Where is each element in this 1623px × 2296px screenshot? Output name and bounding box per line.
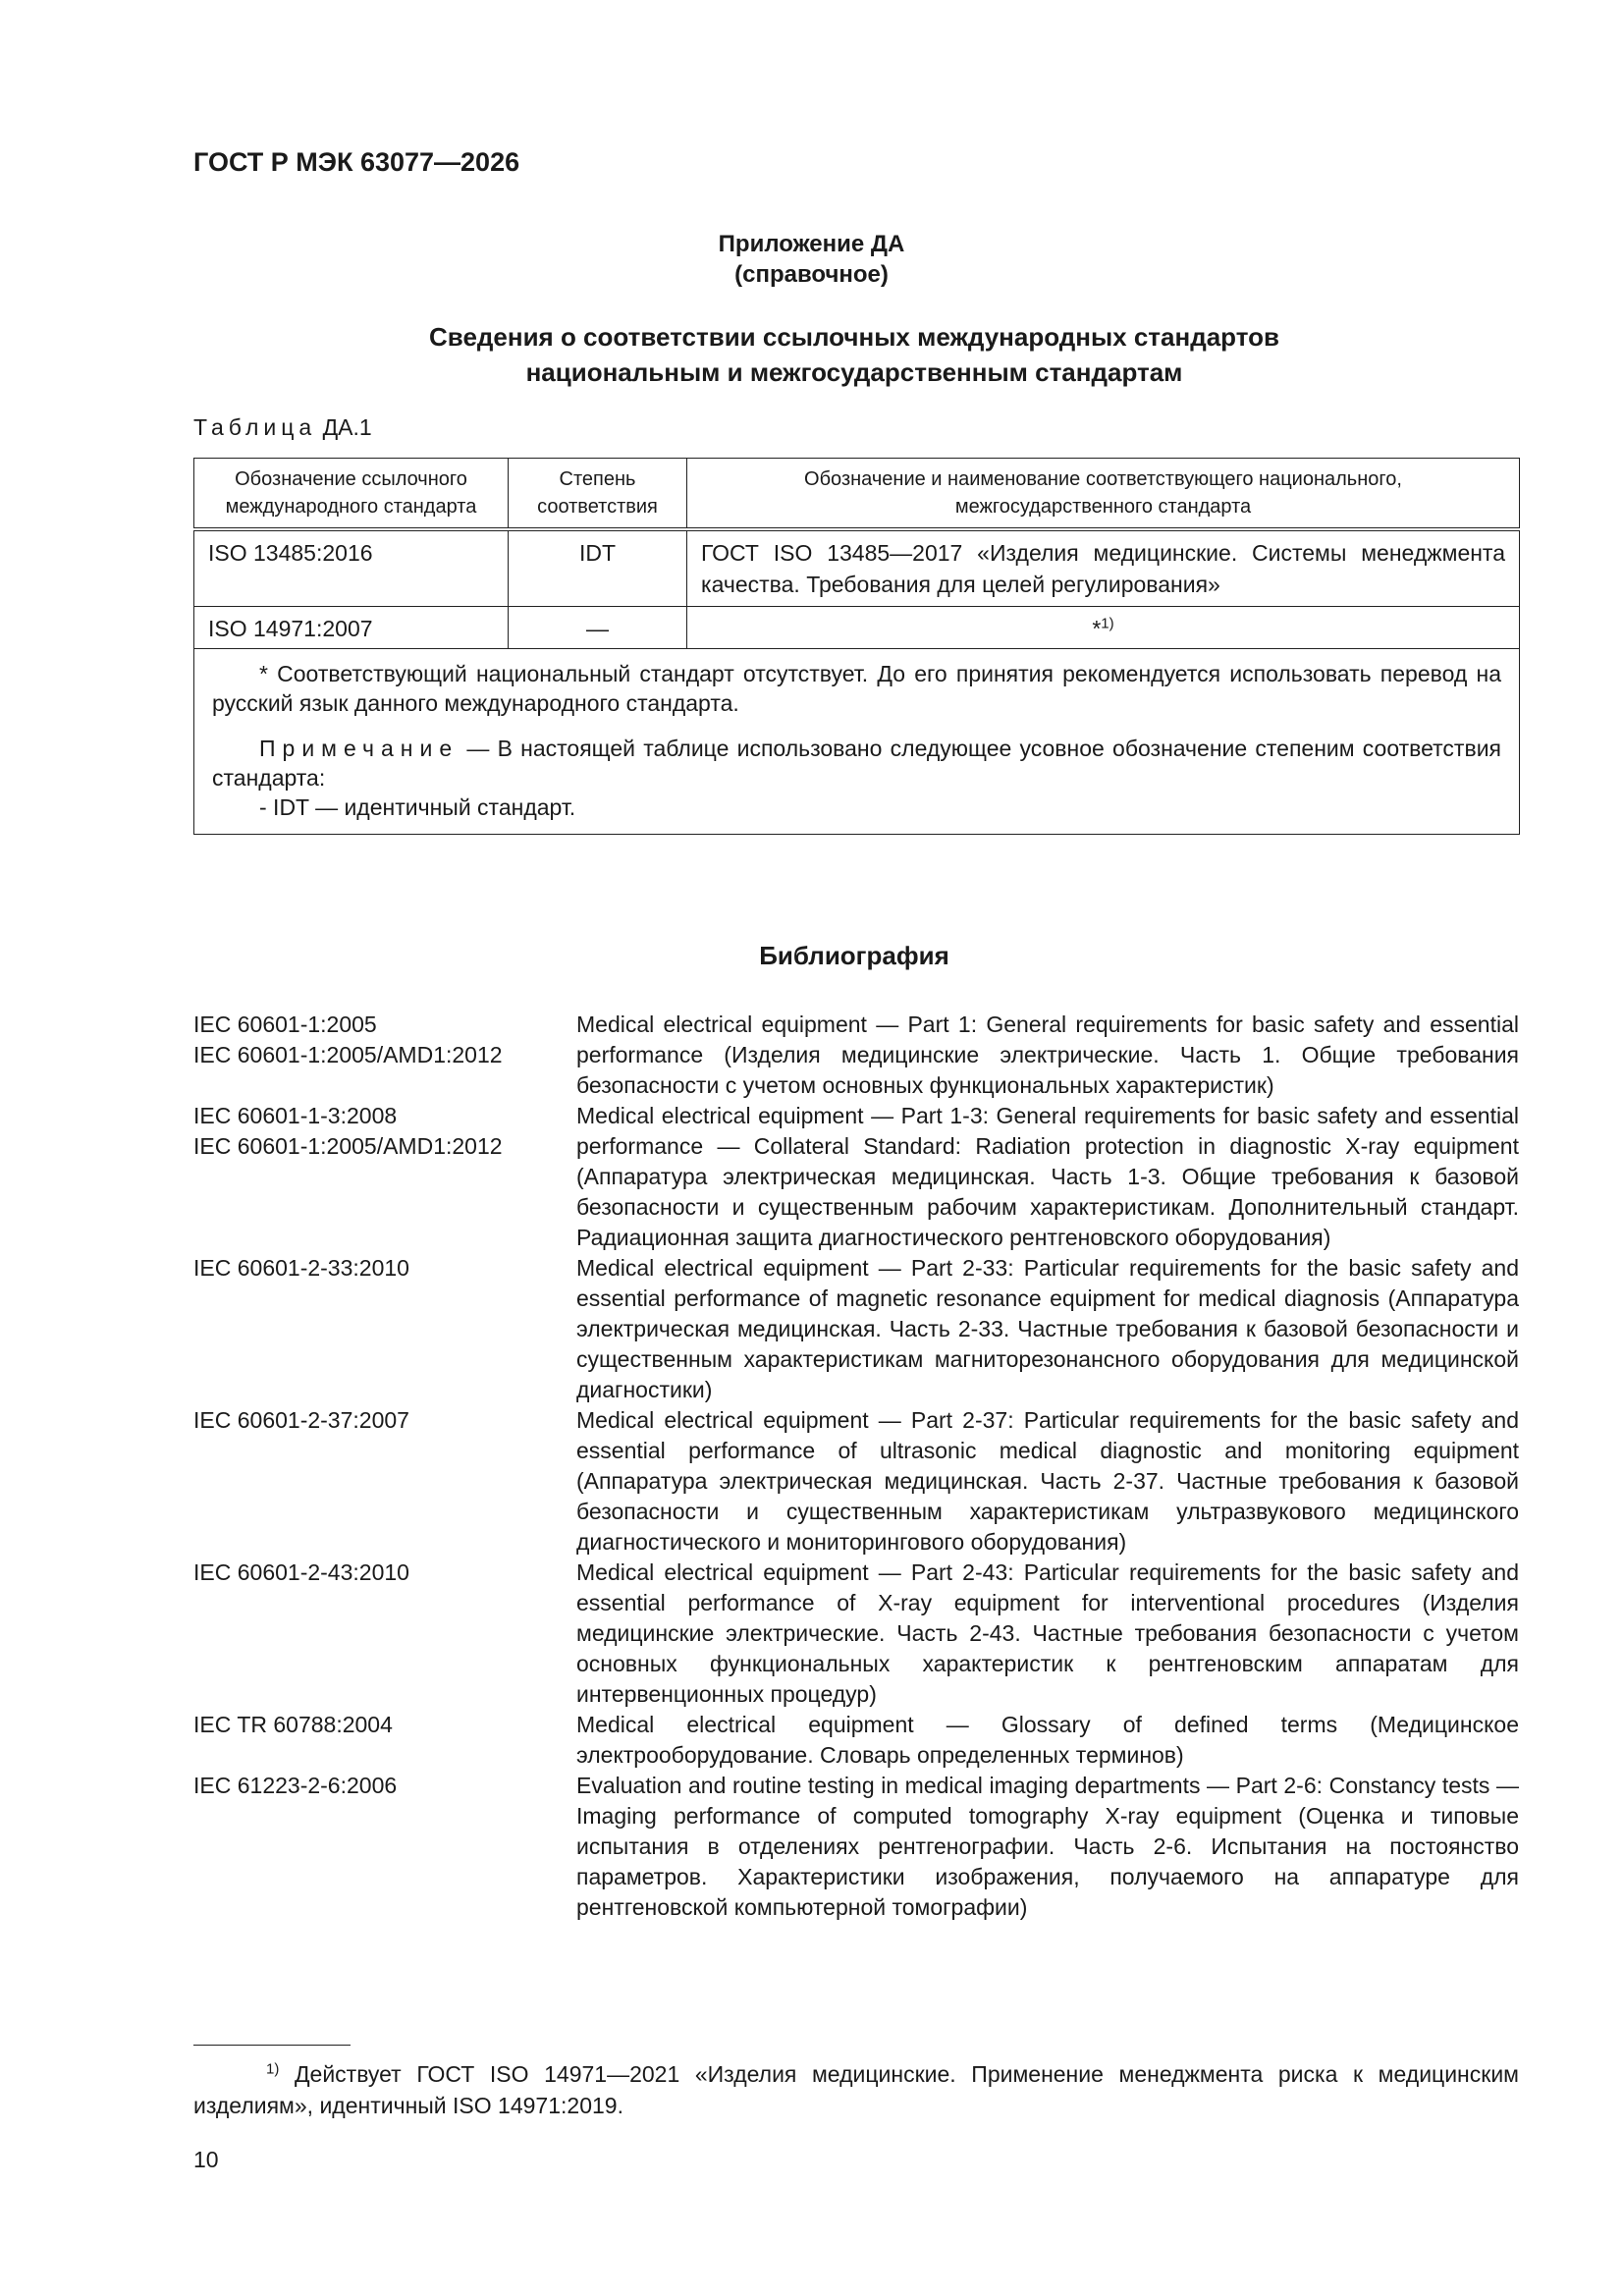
document-header: ГОСТ Р МЭК 63077—2026: [193, 147, 520, 177]
cell-ref: ISO 13485:2016: [194, 529, 509, 606]
entry-description: Medical electrical equipment — Part 1-3: General requirements for basic safety and essential performance — Collateral Standard: Radiation protection in diagnostic X-ray equipment (Аппаратура электрическая медицинская. Часть 1-3. Общие требования к базовой безопасности и существенным рабочим характеристикам. Дополнительный стандарт. Радиационная защита диагностического рентгеновского оборудования): [576, 1103, 1519, 1250]
table-note: [212, 734, 1501, 793]
bibliography-entry: [193, 1405, 1519, 1558]
entry-description: Medical electrical equipment — Part 2-37: Particular requirements for the basic safety and essential performance of ultrasonic medical diagnostic and monitoring equipment (Аппаратура электрическая медицинская. Часть 2-37. Частные требования к базовой безопасности и существенным характеристикам ультразвукового медицинского диагностического и мониторингового оборудования): [576, 1407, 1519, 1555]
bibliography-entry: [193, 1010, 1519, 1101]
table-row: [194, 529, 1520, 606]
table-footer-row: [194, 648, 1520, 834]
footnote-separator: [193, 2045, 351, 2046]
entry-ref: IEC 60601-2-43:2010: [193, 1559, 409, 1585]
table-label: [193, 414, 372, 441]
entry-refs: [193, 1405, 576, 1558]
entry-ref: IEC 60601-2-37:2007: [193, 1407, 409, 1433]
header-col1-line1: Обозначение ссылочного: [235, 468, 467, 490]
table-footnote: * Соответствующий национальный стандарт отсутствует. До его принятия рекомендуется использовать перевод на русский язык данного международного стандарта.: [212, 660, 1501, 716]
cell-ref: ISO 14971:2007: [194, 606, 509, 648]
bibliography-entry: [193, 1101, 1519, 1253]
annex-title: Приложение ДА: [718, 231, 905, 257]
bibliography-title: Библиография: [759, 941, 949, 970]
page-footnote: [193, 2058, 1519, 2121]
entry-ref: IEC 60601-1:2005/AMD1:2012: [193, 1133, 503, 1159]
note-text: — В настоящей таблице использовано следующее усовное обозначение степеним соответствия стандарта:: [212, 735, 1501, 791]
entry-ref: IEC TR 60788:2004: [193, 1712, 393, 1737]
bibliography-entry: [193, 1771, 1519, 1923]
entry-ref: IEC 61223-2-6:2006: [193, 1773, 398, 1798]
entry-description: Medical electrical equipment — Part 2-33: Particular requirements for the basic safety and essential performance of magnetic resonance equipment for medical diagnosis (Аппаратура электрическая медицинская. Часть 2-33. Частные требования к базовой безопасности и существенным характеристикам магниторезонансного оборудования для медицинской диагностики): [576, 1255, 1519, 1402]
page-footnote-marker: 1): [266, 2060, 280, 2078]
entry-refs: [193, 1771, 576, 1923]
header-col2-line2: соответствия: [537, 496, 658, 518]
correspondence-table: [193, 458, 1520, 835]
bibliography-entry: [193, 1253, 1519, 1405]
header-col2-line1: Степень: [559, 468, 636, 490]
note-item: - IDT — идентичный стандарт.: [259, 793, 576, 820]
header-degree: [509, 459, 687, 530]
header-col3-line1: Обозначение и наименование соответствующего национального,: [804, 468, 1402, 490]
table-label-word: Таблица: [193, 414, 317, 440]
entry-refs: [193, 1558, 576, 1710]
annex-heading-line1: Сведения о соответствии ссылочных международных стандартов: [429, 322, 1279, 352]
footnote-reference: 1): [1101, 614, 1114, 631]
annex-heading-line2: национальным и межгосударственным стандартам: [525, 357, 1183, 387]
entry-description: Medical electrical equipment — Part 2-43: Particular requirements for the basic safety and essential performance of X-ray equipment for interventional procedures (Изделия медицинские электрические. Часть 2-43. Частные требования безопасности с учетом основных функциональных характеристик к рентгеновским аппаратам для интервенционных процедур): [576, 1559, 1519, 1707]
table-footer: [194, 648, 1520, 834]
entry-refs: [193, 1253, 576, 1405]
footnote-asterisk: *: [1092, 615, 1102, 641]
entry-description: Medical electrical equipment — Part 1: General requirements for basic safety and essential performance (Изделия медицинские электрические. Часть 1. Общие требования безопасности с учетом основных функциональных характеристик): [576, 1011, 1519, 1098]
entry-ref: IEC 60601-1:2005: [193, 1011, 377, 1037]
bibliography-list: [193, 1010, 1519, 1923]
cell-national: ГОСТ ISO 13485—2017 «Изделия медицинские. Системы менеджмента качества. Требования для целей регулирования»: [687, 529, 1520, 606]
page-footnote-text: Действует ГОСТ ISO 14971—2021 «Изделия медицинские. Применение менеджмента риска к медицинским изделиям», идентичный ISO 14971:2019.: [193, 2061, 1519, 2118]
entry-refs: [193, 1710, 576, 1771]
entry-refs: [193, 1010, 576, 1101]
bibliography-entry: [193, 1710, 1519, 1771]
note-label: Примечание: [259, 735, 460, 761]
table-label-number: ДА.1: [322, 414, 372, 440]
annex-heading: [0, 319, 1623, 390]
cell-national: [687, 606, 1520, 648]
entry-refs: [193, 1101, 576, 1253]
cell-degree: IDT: [509, 529, 687, 606]
header-col3-line2: межгосударственного стандарта: [954, 496, 1252, 518]
entry-ref: IEC 60601-1:2005/AMD1:2012: [193, 1042, 503, 1067]
entry-description: Medical electrical equipment — Glossary of defined terms (Медицинское электрооборудование. Словарь определенных терминов): [576, 1712, 1519, 1768]
table-header-row: [194, 459, 1520, 530]
entry-description: Evaluation and routine testing in medical imaging departments — Part 2-6: Constancy tests — Imaging performance of computed tomography X-ray equipment (Оценка и типовые испытания в отделениях рентгенографии. Часть 2-6. Испытания на постоянство параметров. Характеристики изображения, получаемого на аппаратуре для рентгеновской компьютерной томографии): [576, 1773, 1519, 1920]
page-number: 10: [193, 2147, 219, 2172]
cell-degree: —: [509, 606, 687, 648]
header-reference-standard: [194, 459, 509, 530]
header-col1-line2: международного стандарта: [225, 496, 477, 518]
entry-ref: IEC 60601-2-33:2010: [193, 1255, 409, 1281]
annex-type: (справочное): [734, 261, 889, 288]
bibliography-entry: [193, 1558, 1519, 1710]
header-national-standard: [687, 459, 1520, 530]
entry-ref: IEC 60601-1-3:2008: [193, 1103, 398, 1128]
table-row: [194, 606, 1520, 648]
